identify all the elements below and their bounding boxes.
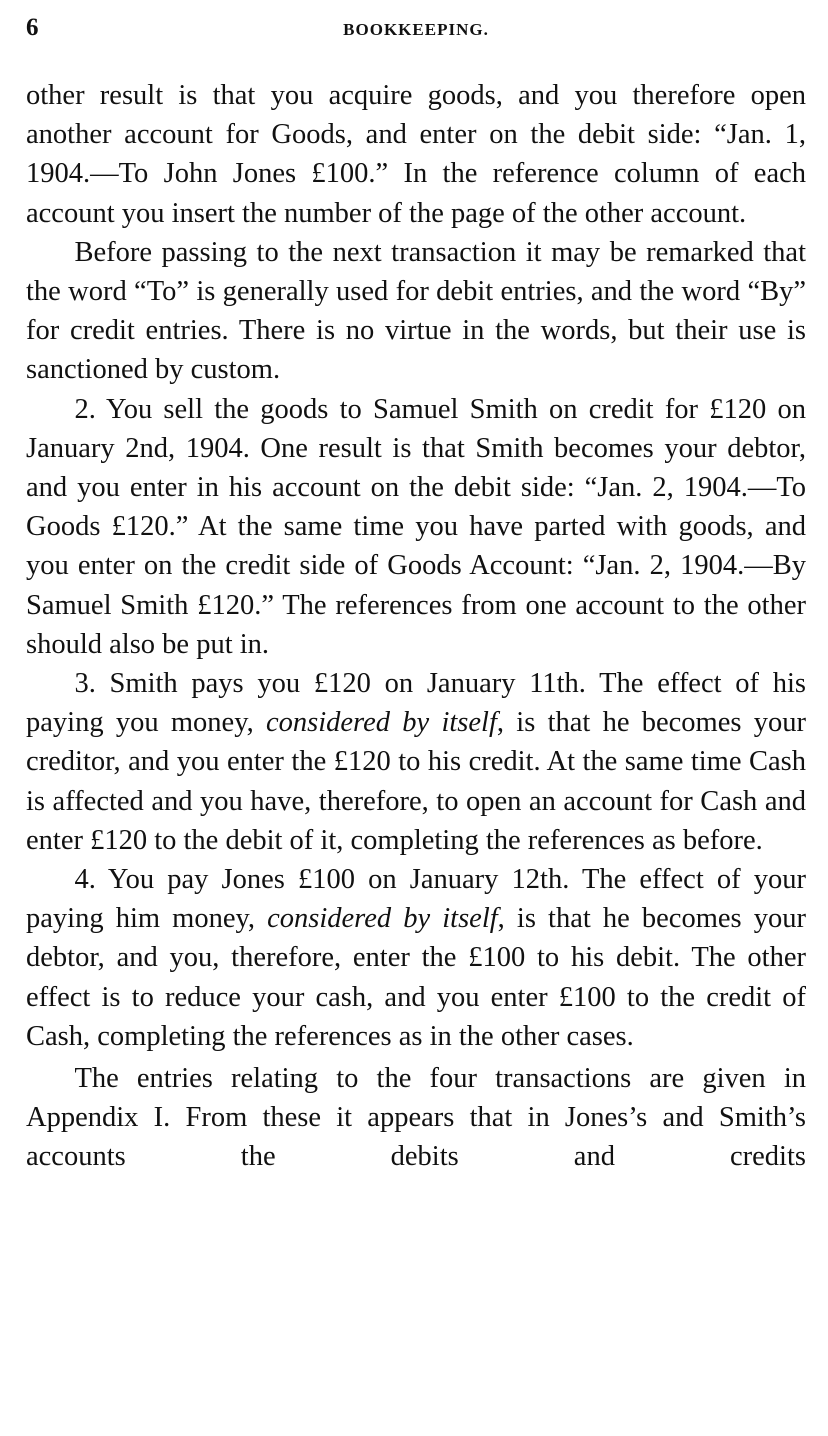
paragraph-continuation: [26, 76, 806, 233]
paragraph-text: Before passing to the next transaction it may be remarked that the word “To” is generally used for debit entries, and the word “By” for credit entries. There is no virtue in the words, but their use is sanctioned by custom.: [26, 236, 806, 386]
paragraph-text: , is that he becomes your debtor, and you, therefore, enter the £100 to his debit. The other effect is to reduce your cash, and you enter £100 to the credit of Cash, completing the references as in the other cases.: [26, 903, 806, 1052]
paragraph-transaction-4: [26, 860, 806, 1056]
paragraph-text: 3. Smith pays you £120 on January 11th. The effect of his paying you money,: [26, 668, 806, 739]
paragraph-text: 4. You pay Jones £100 on January 12th. The effect of your paying him money,: [26, 864, 806, 935]
emphasis-text: considered by itself: [267, 903, 498, 935]
paragraph-transaction-2: [26, 390, 806, 664]
page-header: [26, 14, 806, 48]
paragraph-text: other result is that you acquire goods, and you therefore open another account for Goods, and enter on the debit side: “Jan. 1, 1904.—To John Jones £100.” In the reference column of each account you insert the number of the page of the other account.: [26, 80, 806, 229]
running-head: BOOKKEEPING.: [343, 20, 489, 39]
emphasis-text: considered by itself: [266, 707, 497, 739]
paragraph-text: 2. You sell the goods to Samuel Smith on credit for £120 on January 2nd, 1904. One result is that Smith becomes your debtor, and you enter in his account on the debit side: “Jan. 2, 1904.—To Goods £120.” At the same time you have parted with goods, and you enter on the credit side of Goods Account: “Jan. 2, 1904.—By Samuel Smith £120.” The references from one account to the other should also be put in.: [26, 393, 806, 660]
body-text: [26, 76, 806, 1177]
paragraph-text: The entries relating to the four transactions are given in Appendix I. From these it appears that in Jones’s and Smith’s accounts the debits and credits: [26, 1063, 806, 1173]
page-number: 6: [26, 14, 39, 41]
paragraph-to-by-note: [26, 233, 806, 390]
paragraph-text: , is that he becomes your creditor, and you enter the £120 to his credit. At the same time Cash is affected and you have, therefore, to open an account for Cash and enter £120 to the debit of it, completing the references as before.: [26, 707, 806, 856]
paragraph-transaction-3: [26, 664, 806, 860]
paragraph-appendix-note: [26, 1059, 806, 1177]
